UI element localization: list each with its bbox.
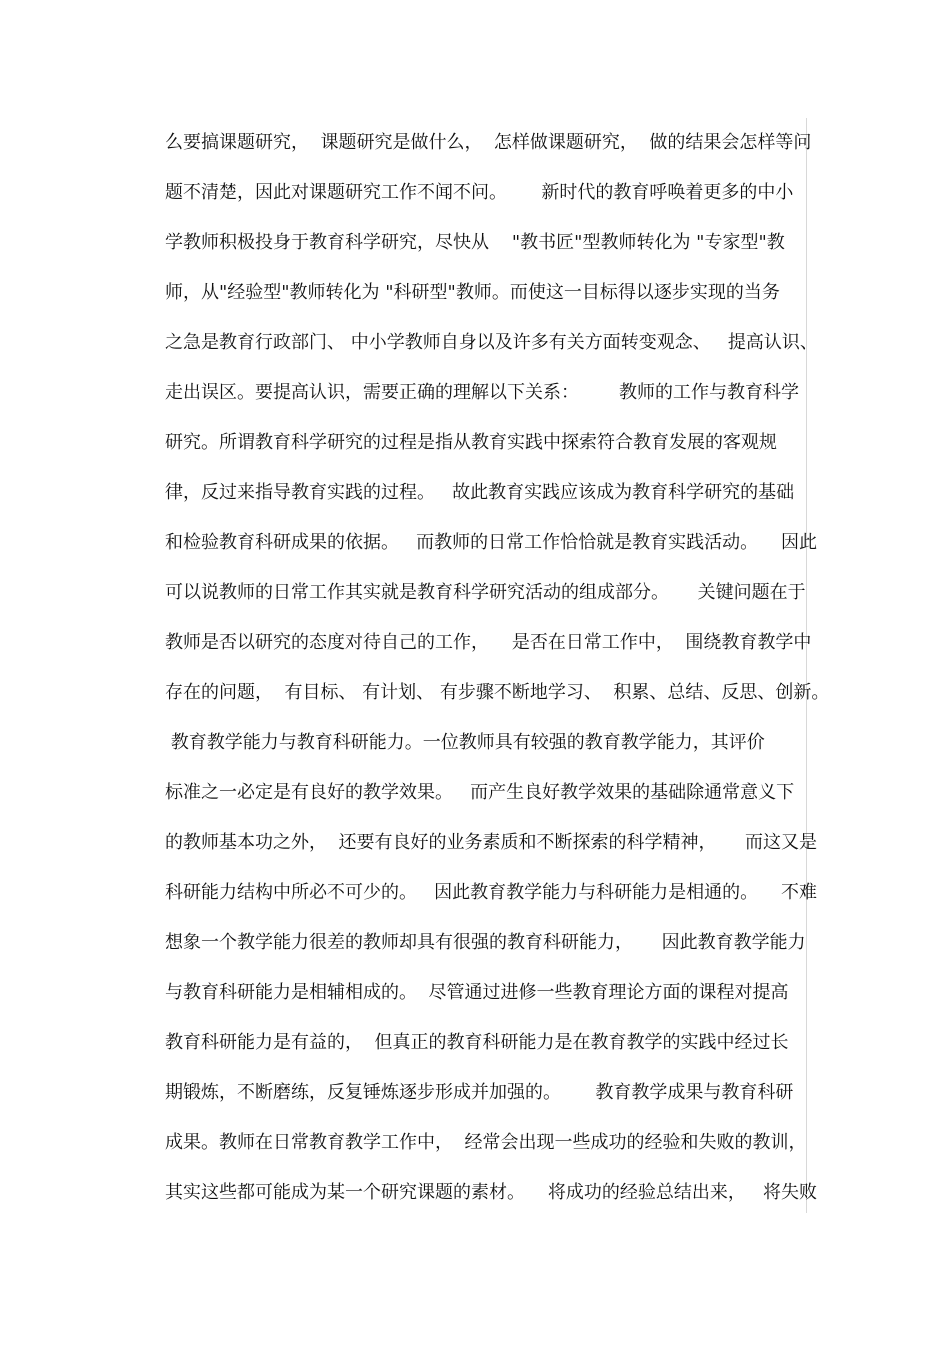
- text-line: 走出误区。要提高认识，需要正确的理解以下关系： 教师的工作与教育科学: [165, 382, 800, 403]
- text-line: 么要搞课题研究， 课题研究是做什么， 怎样做课题研究， 做的结果会怎样等问: [165, 132, 812, 153]
- text-line: 与教育科研能力是相辅相成的。 尽管通过进修一些教育理论方面的课程对提高: [165, 982, 789, 1003]
- text-line: 律，反过来指导教育实践的过程。 故此教育实践应该成为教育科学研究的基础: [165, 482, 795, 503]
- text-line: 研究。所谓教育科学研究的过程是指从教育实践中探索符合教育发展的客观规: [165, 432, 777, 453]
- text-line: 标准之一必定是有良好的教学效果。 而产生良好教学效果的基础除通常意义下: [165, 782, 795, 803]
- text-line: 教育科研能力是有益的， 但真正的教育科研能力是在教育教学的实践中经过长: [165, 1032, 789, 1053]
- text-line: 想象一个教学能力很差的教师却具有很强的教育科研能力， 因此教育教学能力: [165, 932, 806, 953]
- text-line: 之急是教育行政部门、 中小学教师自身以及许多有关方面转变观念、 提高认识、: [165, 332, 818, 353]
- text-line: 题不清楚，因此对课题研究工作不闻不问。 新时代的教育呼唤着更多的中小: [165, 182, 794, 203]
- text-line: 可以说教师的日常工作其实就是教育科学研究活动的组成部分。 关键问题在于: [165, 582, 806, 603]
- text-line: 教育教学能力与教育科研能力。一位教师具有较强的教育教学能力，其评价: [165, 732, 765, 753]
- text-line: 期锻炼，不断磨练，反复锤炼逐步形成并加强的。 教育教学成果与教育科研: [165, 1082, 794, 1103]
- text-line: 和检验教育科研成果的依据。 而教师的日常工作恰恰就是教育实践活动。 因此: [165, 532, 818, 553]
- text-line: 学教师积极投身于教育科学研究，尽快从 "教书匠"型教师转化为 "专家型"教: [165, 232, 785, 253]
- text-line: 的教师基本功之外， 还要有良好的业务素质和不断探索的科学精神， 而这又是: [165, 832, 818, 853]
- text-line: 师，从"经验型"教师转化为 "科研型"教师。而使这一目标得以逐步实现的当务: [165, 282, 780, 303]
- text-line: 其实这些都可能成为某一个研究课题的素材。 将成功的经验总结出来， 将失败: [165, 1182, 818, 1203]
- text-line: 科研能力结构中所必不可少的。 因此教育教学能力与科研能力是相通的。 不难: [165, 882, 818, 903]
- text-line: 成果。教师在日常教育教学工作中， 经常会出现一些成功的经验和失败的教训，: [165, 1132, 807, 1153]
- text-line: 存在的问题， 有目标、 有计划、 有步骤不断地学习、 积累、总结、反思、创新。: [165, 682, 830, 703]
- text-line: 教师是否以研究的态度对待自己的工作， 是否在日常工作中， 围绕教育教学中: [165, 632, 812, 653]
